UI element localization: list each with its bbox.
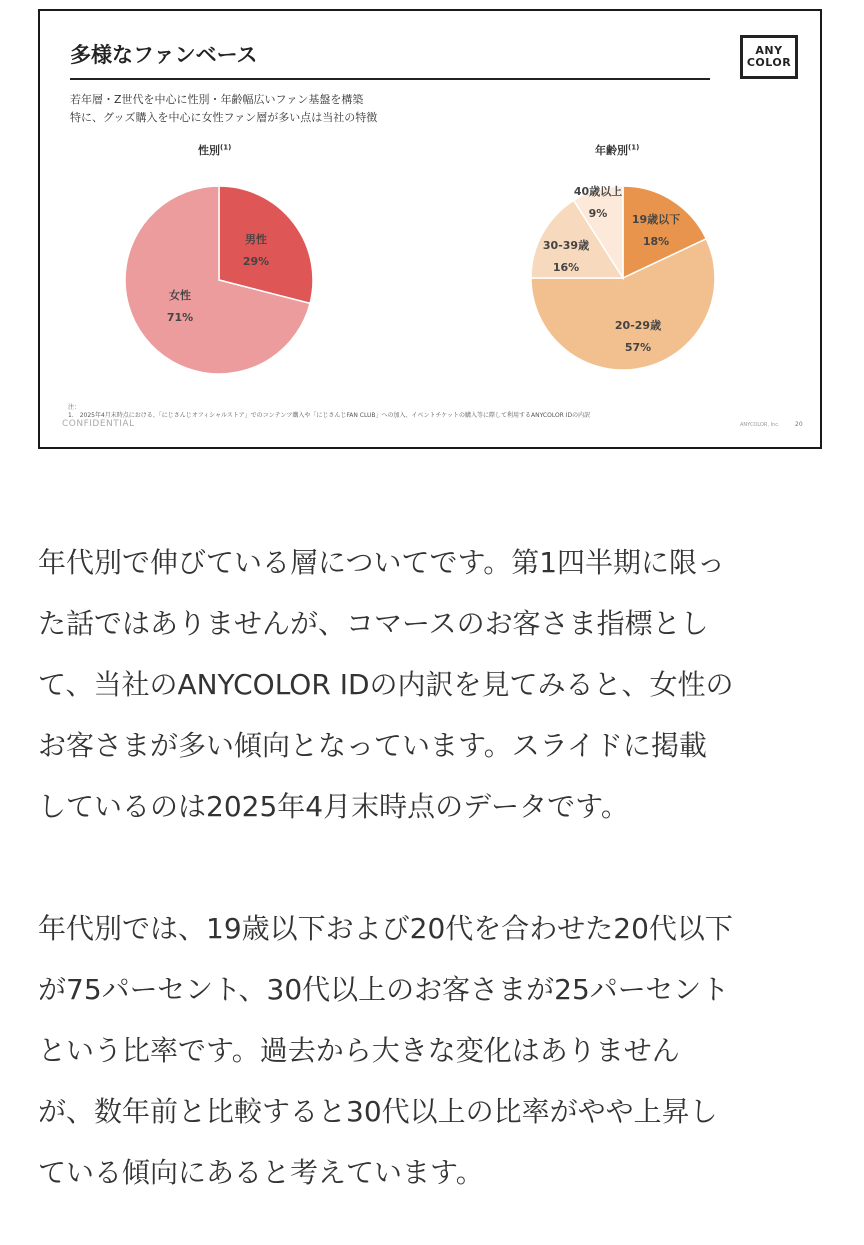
slide-subtitle-1: 若年層・Z世代を中心に性別・年齢幅広いファン基盤を構築	[70, 93, 364, 106]
pie-value-label: 57%	[624, 341, 652, 354]
paragraph-line: という比率です。過去から大きな変化はありません	[38, 1034, 680, 1067]
pie-slice-label	[632, 209, 680, 253]
paragraph-line: が75パーセント、30代以上のお客さまが25パーセント	[38, 973, 730, 1006]
corporate-name: ANYCOLOR, Inc.	[740, 422, 780, 428]
paragraph-line: が、数年前と比較すると30代以上の比率がやや上昇し	[38, 1095, 718, 1128]
paragraph-line: 年代別では、19歳以下および20代を合わせた20代以下	[38, 912, 733, 945]
slide-subtitle-2: 特に、グッズ購入を中心に女性ファン層が多い点は当社の特徴	[70, 111, 378, 124]
logo-line-1: ANY	[755, 44, 783, 57]
footnote-text: 1. 2025年4月末時点における、「にじさんじオフィシャルストア」でのコンテンツ購入や「にじさんじFAN CLUB」への加入、イベントチケットの購入等に際して利用するANYCOLOR IDの内訳	[68, 412, 591, 419]
pie-value-label: 16%	[552, 261, 580, 274]
article-paragraph-1	[38, 532, 838, 837]
title-divider	[70, 78, 710, 80]
pie-slice-label	[615, 315, 661, 359]
confidential-mark: CONFIDENTIAL	[62, 419, 135, 429]
paragraph-line: お客さまが多い傾向となっています。スライドに掲載	[38, 729, 707, 762]
anycolor-logo	[740, 35, 798, 79]
pie-category-label: 20-29歳	[614, 319, 662, 332]
pie-category-label: 男性	[245, 233, 267, 246]
pie-slice-label	[543, 235, 589, 279]
pie-category-label: 19歳以下	[631, 213, 681, 226]
pie-value-label: 18%	[642, 235, 670, 248]
paragraph-line: 年代別で伸びている層についてです。第1四半期に限っ	[38, 546, 726, 579]
gender-chart-title	[198, 142, 231, 158]
paragraph-line: て、当社のANYCOLOR IDの内訳を見てみると、女性の	[38, 668, 734, 701]
paragraph-line: ている傾向にあると考えています。	[38, 1156, 484, 1189]
pie-category-label: 女性	[169, 289, 191, 302]
pie-slice-label	[243, 229, 269, 273]
pie-value-label: 29%	[242, 255, 270, 268]
slide-title: 多様なファンベース	[70, 43, 258, 67]
age-chart-title	[595, 142, 639, 158]
pie-slice-label	[574, 181, 622, 225]
age-chart-title-text: 年齢別	[595, 144, 628, 157]
gender-chart-title-note: (1)	[220, 143, 232, 152]
article-body	[38, 532, 838, 1203]
pie-category-label: 30-39歳	[542, 239, 590, 252]
slide-page-number: 20	[795, 421, 803, 428]
footnote-heading: 注：	[68, 404, 81, 411]
pie-category-label: 40歳以上	[573, 185, 623, 198]
slide-image	[38, 9, 822, 449]
paragraph-line: しているのは2025年4月末時点のデータです。	[38, 790, 629, 823]
age-chart-title-note: (1)	[628, 143, 640, 152]
logo-line-2: COLOR	[746, 56, 792, 69]
gender-chart-title-text: 性別	[198, 144, 220, 157]
pie-value-label: 9%	[588, 207, 608, 220]
article-paragraph-2	[38, 898, 838, 1203]
pie-slice-label	[167, 285, 193, 329]
gender-pie-chart	[124, 185, 314, 375]
pie-value-label: 71%	[166, 311, 194, 324]
paragraph-line: た話ではありませんが、コマースのお客さま指標とし	[38, 607, 709, 640]
